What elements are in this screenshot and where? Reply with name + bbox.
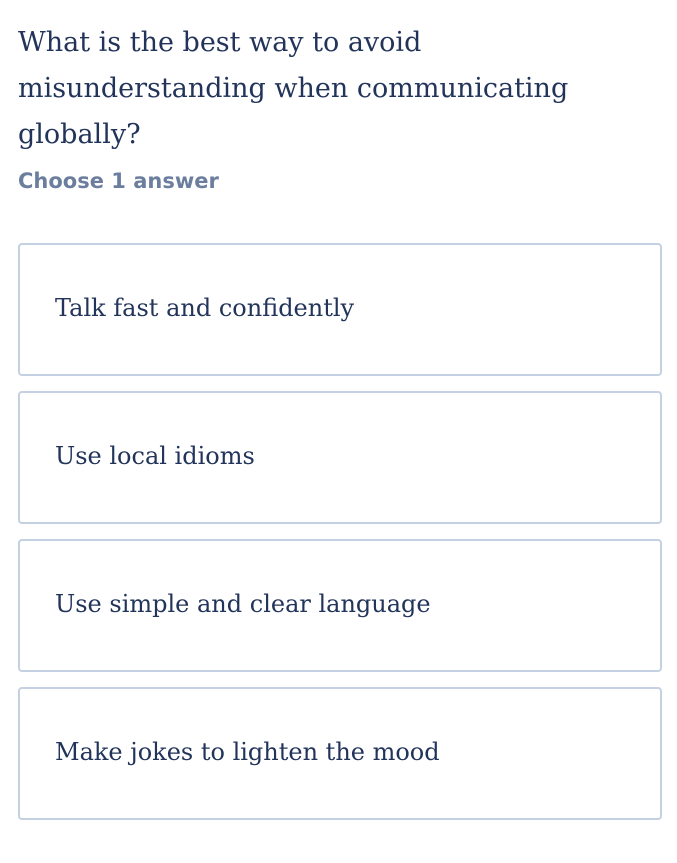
answer-choice-label: Use local idioms — [55, 441, 255, 470]
answer-choice-label: Make jokes to lighten the mood — [55, 737, 440, 766]
answer-choice-label: Talk fast and confidently — [55, 293, 355, 322]
answer-choice-1[interactable] — [18, 243, 662, 376]
answer-choice-4[interactable] — [18, 687, 662, 820]
answer-choice-label: Use simple and clear language — [55, 589, 431, 618]
answer-choice-2[interactable] — [18, 391, 662, 524]
answer-choice-3[interactable] — [18, 539, 662, 672]
answer-choices-list — [18, 243, 662, 835]
question-text: What is the best way to avoid misunderstanding when communicating globally? — [18, 27, 569, 150]
answer-instruction: Choose 1 answer — [18, 169, 219, 193]
